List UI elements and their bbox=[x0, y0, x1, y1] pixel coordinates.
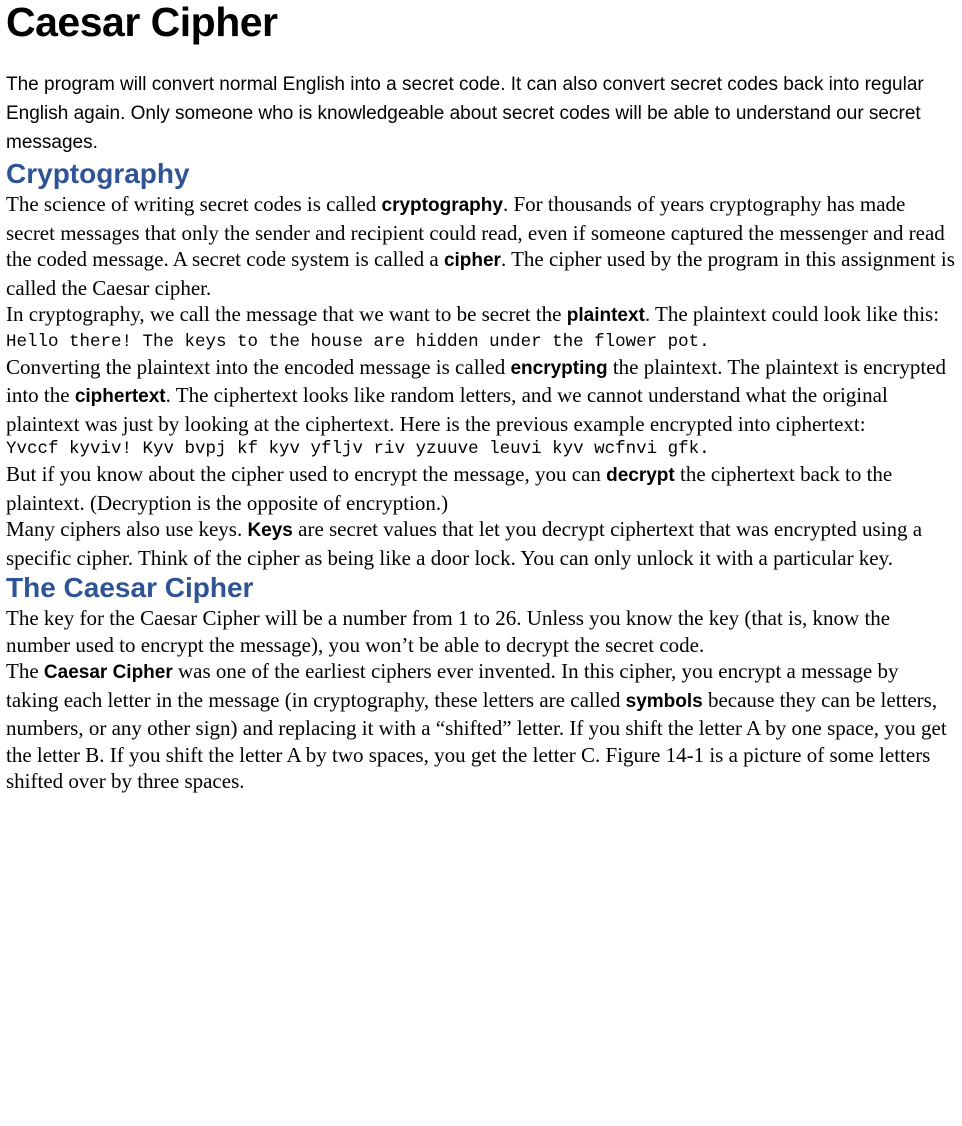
cryptography-paragraph-5: Many ciphers also use keys. Keys are secret values that let you decrypt ciphertext that was encrypted using a specific cipher. Think of the cipher as being like a door lock. You can only unlock it with a particular key. bbox=[6, 517, 923, 570]
caesar-paragraph-1: The key for the Caesar Cipher will be a number from 1 to 26. Unless you know the key (that is, know the number used to encrypt the message), you won’t be able to decrypt the secret code. bbox=[6, 606, 891, 657]
plaintext-example: Hello there! The keys to the house are hidden under the flower pot. bbox=[6, 331, 710, 352]
cryptography-paragraph-2: In cryptography, we call the message that we want to be secret the plaintext. The plaintext could look like this: bbox=[6, 302, 940, 326]
document-page bbox=[6, 0, 956, 795]
term-decrypt: decrypt bbox=[606, 465, 675, 486]
term-cipher: cipher bbox=[443, 250, 501, 271]
term-keys: Keys bbox=[247, 520, 293, 541]
term-ciphertext: ciphertext bbox=[74, 386, 166, 407]
term-plaintext: plaintext bbox=[566, 305, 645, 326]
ciphertext-example: Yvccf kyviv! Kyv bvpj kf kyv yfljv riv yzuuve leuvi kyv wcfnvi gfk. bbox=[6, 439, 710, 459]
term-caesar-cipher: Caesar Cipher bbox=[43, 662, 173, 683]
cryptography-heading: Cryptography bbox=[6, 158, 190, 189]
caesar-cipher-heading: The Caesar Cipher bbox=[6, 572, 254, 603]
cryptography-paragraph-1: The science of writing secret codes is called cryptography. For thousands of years cryptography has made secret messages that only the sender and recipient could read, even if someone captured the messenger and read the coded message. A secret code system is called a cipher. The cipher used by the program in this assignment is called the Caesar cipher. bbox=[6, 192, 955, 300]
page-title: Caesar Cipher bbox=[6, 0, 278, 45]
cryptography-paragraph-4: But if you know about the cipher used to encrypt the message, you can decrypt the ciphertext back to the plaintext. (Decryption is the opposite of encryption.) bbox=[6, 462, 893, 515]
caesar-paragraph-2: The Caesar Cipher was one of the earliest ciphers ever invented. In this cipher, you encrypt a message by taking each letter in the message (in cryptography, these letters are called symbols because they can be letters, numbers, or any other sign) and replacing it with a “shifted” letter. If you shift the letter A by one space, you get the letter B. If you shift the letter A by two spaces, you get the letter C. Figure 14-1 is a picture of some letters shifted over by three spaces. bbox=[6, 659, 947, 793]
cryptography-paragraph-3: Converting the plaintext into the encoded message is called encrypting the plaintext. The plaintext is encrypted into the ciphertext. The ciphertext looks like random letters, and we cannot understand what the original plaintext was just by looking at the ciphertext. Here is the previous example encrypted into ciphertext: bbox=[6, 354, 947, 436]
intro-paragraph: The program will convert normal English into a secret code. It can also convert secret codes back into regular English again. Only someone who is knowledgeable about secret codes will be able to understand our secret messages. bbox=[6, 74, 924, 153]
term-cryptography: cryptography bbox=[381, 195, 503, 216]
term-encrypting: encrypting bbox=[510, 357, 608, 379]
term-symbols: symbols bbox=[625, 690, 703, 712]
